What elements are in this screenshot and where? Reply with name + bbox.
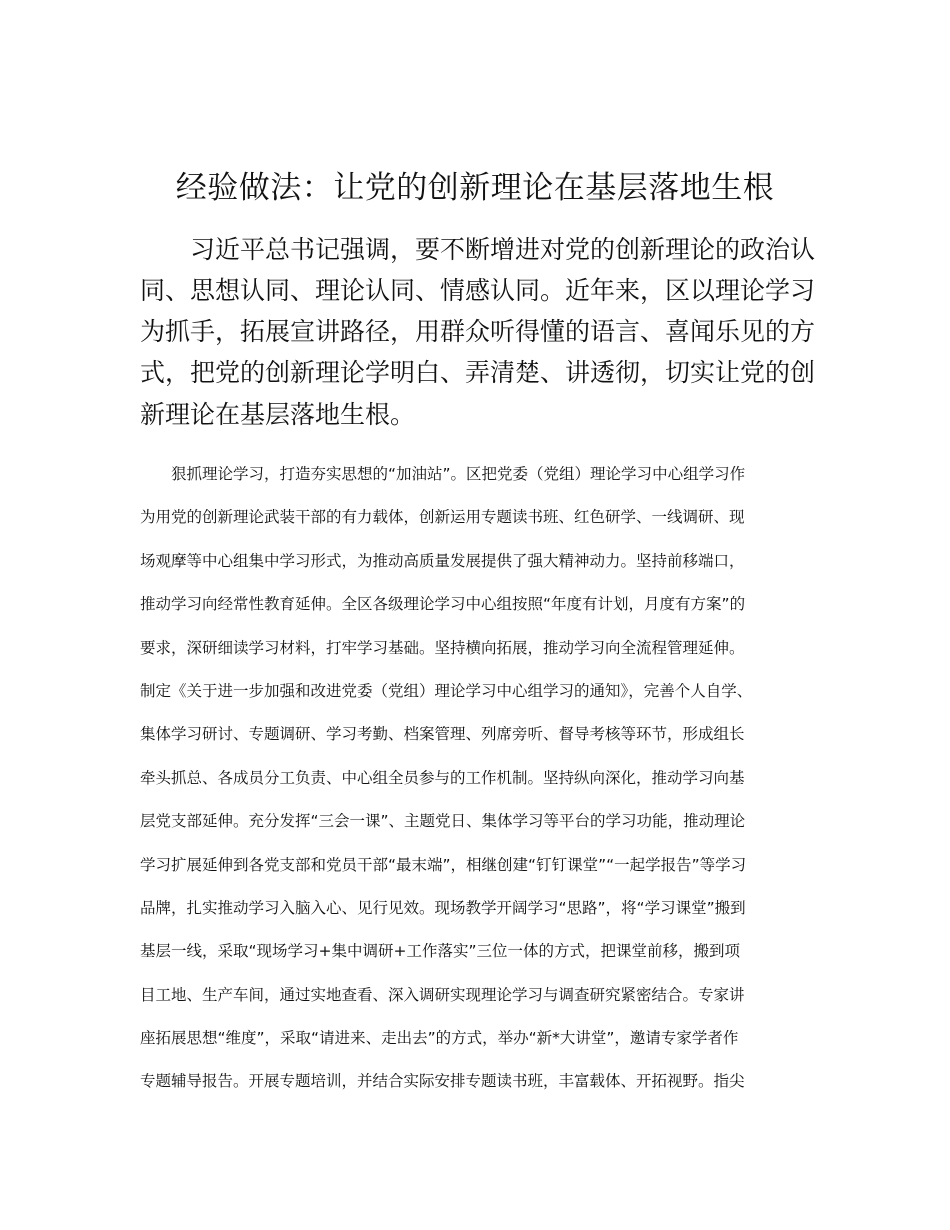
body-text-line: 集体学习研讨、专题调研、学习考勤、档案管理、列席旁听、督导考核等环节，形成组长	[140, 725, 745, 743]
lead-paragraph-line: 为抓手，拓展宣讲路径，用群众听得懂的语言、喜闻乐见的方	[140, 317, 816, 346]
lead-paragraph-line: 习近平总书记强调，要不断增进对党的创新理论的政治认	[140, 235, 816, 264]
body-text-line: 学习扩展延伸到各党支部和党员干部“最末端”，相继创建“钉钉课堂”“一起学报告”等学习	[140, 856, 747, 874]
body-text-line: 牵头抓总、各成员分工负责、中心组全员参与的工作机制。坚持纵向深化，推动学习向基	[140, 769, 745, 787]
body-text-line: 制定《关于进一步加强和改进党委（党组）理论学习中心组学习的通知》，完善个人自学、	[140, 682, 753, 700]
lead-paragraph-line: 同、思想认同、理论认同、情感认同。近年来，区以理论学习	[140, 276, 816, 305]
body-text-line: 基层一线，采取“现场学习+集中调研+工作落实”三位一体的方式，把课堂前移，搬到项	[140, 942, 741, 960]
body-text-line: 品牌，扎实推动学习入脑入心、见行见效。现场教学开阔学习“思路”，将“学习课堂”搬到	[140, 899, 746, 917]
body-text-line: 层党支部延伸。充分发挥“三会一课”、主题党日、集体学习等平台的学习功能，推动理论	[140, 812, 746, 830]
body-text-line: 座拓展思想“维度”，采取“请进来、走出去”的方式，举办“新*大讲堂”，邀请专家学者作	[140, 1029, 739, 1047]
body-text-line: 专题辅导报告。开展专题培训，并结合实际安排专题读书班，丰富载体、开拓视野。指尖	[140, 1072, 745, 1090]
body-text-line: 要求，深研细读学习材料，打牢学习基础。坚持横向拓展，推动学习向全流程管理延伸。	[140, 639, 745, 657]
lead-paragraph-line: 新理论在基层落地生根。	[140, 400, 416, 429]
lead-paragraph-line: 式，把党的创新理论学明白、弄清楚、讲透彻，切实让党的创	[140, 358, 816, 387]
document-title: 经验做法：让党的创新理论在基层落地生根	[175, 170, 775, 206]
body-text-line: 推动学习向经常性教育延伸。全区各级理论学习中心组按照“年度有计划，月度有方案”的	[140, 595, 746, 613]
body-text-line: 为用党的创新理论武装干部的有力载体，创新运用专题读书班、红色研学、一线调研、现	[140, 508, 745, 526]
body-text-line: 狠抓理论学习，打造夯实思想的“加油站”。区把党委（党组）理论学习中心组学习作	[140, 465, 746, 483]
body-text-line: 场观摩等中心组集中学习形式，为推动高质量发展提供了强大精神动力。坚持前移端口，	[140, 552, 745, 570]
body-text-line: 目工地、生产车间，通过实地查看、深入调研实现理论学习与调查研究紧密结合。专家讲	[140, 986, 745, 1004]
